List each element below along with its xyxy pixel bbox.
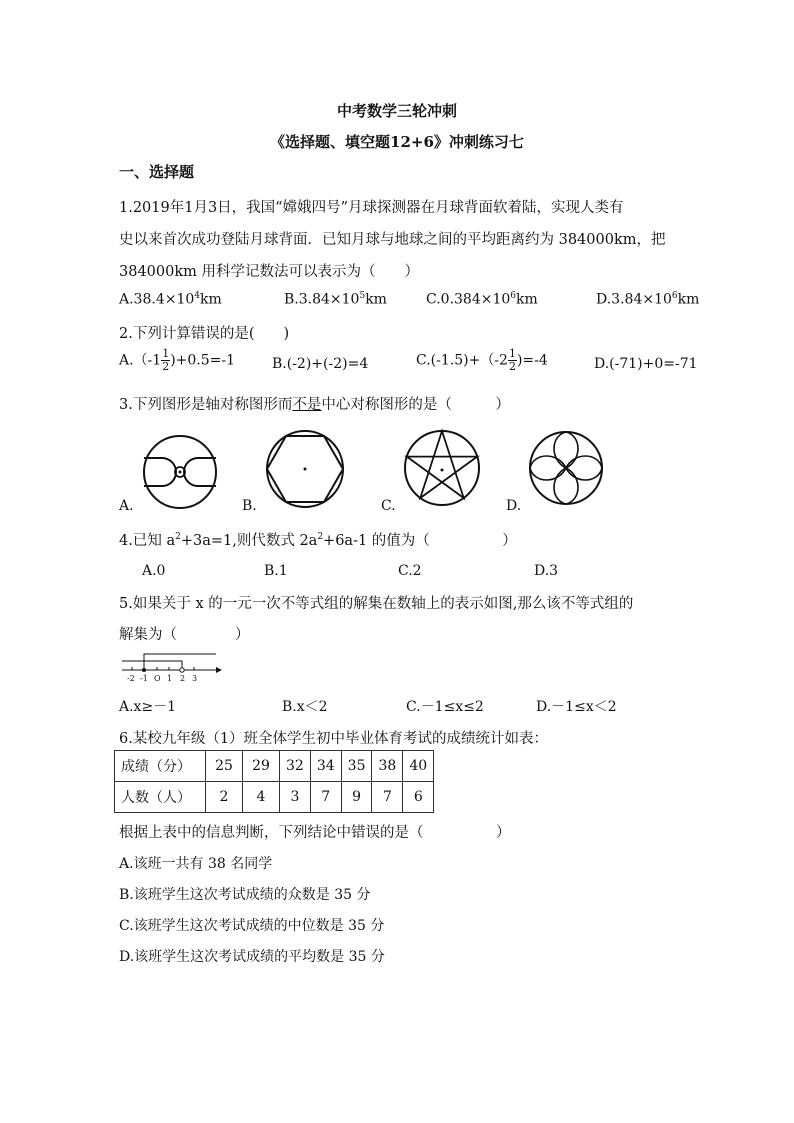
q5-line1: 5.如果关于 x 的一元一次不等式组的解集在数轴上的表示如图,那么该不等式组的 [119, 596, 634, 612]
section-heading: 一、选择题 [119, 163, 195, 181]
q2-stem: 2.下列计算错误的是( ) [119, 326, 290, 342]
q5-option-d[interactable]: D.－1≤x＜2 [536, 699, 617, 715]
tick-label: -1 [140, 674, 148, 683]
q3-label-d: D. [506, 498, 522, 514]
figure-b-icon[interactable] [264, 428, 346, 510]
q3-label-a: A. [119, 498, 134, 514]
q6-question: 根据上表中的信息判断，下列结论中错误的是（ ） [119, 825, 511, 841]
q6-option-b[interactable]: B.该班学生这次考试成绩的众数是 35 分 [119, 887, 371, 903]
q1-option-a[interactable]: $A.38.4\times 10^4km$ [119, 291, 222, 308]
table-cell: 34 [310, 751, 341, 782]
table-cell: 25 [206, 751, 243, 782]
q4-option-d[interactable]: D.3 [534, 563, 559, 579]
fraction: $\frac{1}{2}$ [508, 347, 516, 373]
q3-label-c: C. [381, 498, 396, 514]
tick-label: 3 [192, 674, 198, 683]
page-title: 中考数学三轮冲刺 [336, 102, 457, 120]
q1-line2: 史以来首次成功登陆月球背面．已知月球与地球之间的平均距离约为 384000km，把 [119, 232, 666, 248]
q6-stem: 6.某校九年级（1）班全体学生初中毕业体育考试的成绩统计如表： [119, 731, 549, 747]
tick-label: -2 [127, 674, 135, 683]
table-cell: 2 [206, 782, 243, 813]
tick-label: O [154, 674, 161, 683]
score-table [114, 750, 434, 813]
table-cell: 4 [243, 782, 280, 813]
table-cell: 38 [372, 751, 403, 782]
table-cell: 6 [403, 782, 434, 813]
table-cell: 40 [403, 751, 434, 782]
q1-option-d[interactable]: $D.3.84\times 10^6km$ [596, 291, 700, 308]
figure-c-icon[interactable] [402, 428, 482, 508]
tick-label: 2 [180, 674, 186, 683]
table-cell: 7 [310, 782, 341, 813]
q3-label-b: B. [242, 498, 257, 514]
q1-option-c[interactable]: $C.0.384\times 10^6km$ [426, 291, 538, 308]
q4-option-c[interactable]: C.2 [398, 563, 422, 579]
q1-option-b[interactable]: $B.3.84\times 10^5km$ [284, 291, 387, 308]
page-subtitle: 《选择题、填空题12+6》冲刺练习七 [270, 133, 524, 151]
table-cell: 3 [280, 782, 311, 813]
table-header-cell: 人数（人） [115, 782, 206, 813]
table-cell: 9 [341, 782, 372, 813]
figure-d-icon[interactable] [528, 430, 604, 506]
table-row [115, 751, 434, 782]
q6-option-c[interactable]: C.该班学生这次考试成绩的中位数是 35 分 [119, 918, 385, 934]
q5-line2: 解集为（ ） [119, 627, 250, 643]
q6-option-d[interactable]: D.该班学生这次考试成绩的平均数是 35 分 [119, 949, 385, 965]
q5-option-a[interactable]: A.x≥－1 [119, 699, 177, 715]
table-cell: 29 [243, 751, 280, 782]
q4-stem: 4.已知 $a^2+3a=1$,则代数式 $2a^2+6a-1$ 的值为（ ） [119, 532, 517, 549]
q4-option-b[interactable]: B.1 [264, 563, 288, 579]
q5-option-c[interactable]: C.－1≤x≤2 [406, 699, 484, 715]
q2-option-a[interactable]: A.（-1 $\frac{1}{2}$ )+0.5=-1 [119, 347, 236, 373]
q2-option-b[interactable]: B.(-2)+(-2)=4 [272, 356, 369, 372]
q5-option-b[interactable]: B.x＜2 [282, 699, 328, 715]
figure-a-icon[interactable] [140, 432, 220, 512]
table-cell: 7 [372, 782, 403, 813]
table-cell: 35 [341, 751, 372, 782]
fraction: $\frac{1}{2}$ [162, 347, 170, 373]
table-cell: 32 [280, 751, 311, 782]
q6-option-a[interactable]: A.该班一共有 38 名同学 [119, 856, 273, 872]
table-row [115, 782, 434, 813]
table-header-cell: 成绩（分） [115, 751, 206, 782]
q3-stem: 3.下列图形是轴对称图形而不是中心对称图形的是（ ） [119, 397, 510, 413]
q2-option-c[interactable]: C.(-1.5)+（-2 $\frac{1}{2}$ )=-4 [416, 347, 548, 373]
q2-option-d[interactable]: D.(-71)+0=-71 [594, 356, 698, 372]
q1-line1: 1.2019年1月3日，我国“嫦娥四号”月球探测器在月球背面软着陆，实现人类有 [119, 200, 624, 216]
tick-label: 1 [167, 674, 173, 683]
q4-option-a[interactable]: A.0 [142, 563, 166, 579]
q1-line3: 384000km 用科学记数法可以表示为（ ） [119, 264, 419, 280]
